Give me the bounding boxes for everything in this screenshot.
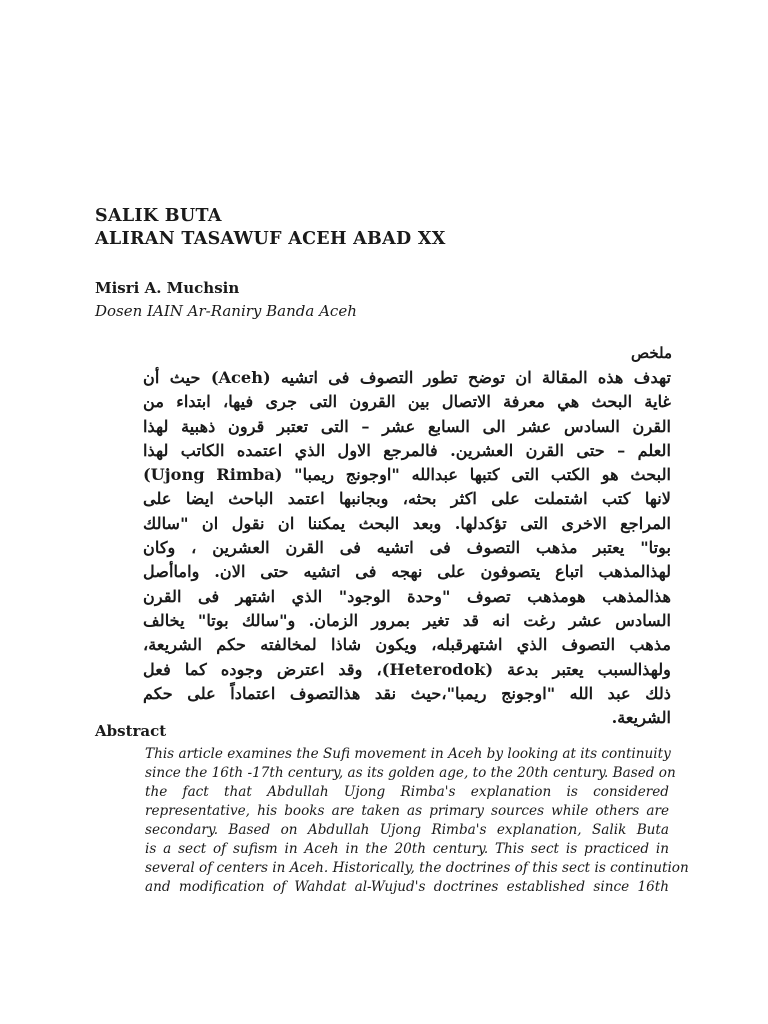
abstract-heading: Abstract — [95, 722, 167, 740]
abstract-line: representative, his books are taken as primary sources while others are — [145, 803, 669, 819]
title-line-1: SALIK BUTA — [95, 206, 222, 226]
abstract-line: several of centers in Aceh. Historically, the doctrines of this sect is continution — [145, 860, 689, 876]
abstract-line: This article examines the Sufi movement in Aceh by looking at its continuity — [145, 746, 671, 762]
arabic-line: لهذالمذهب اتباع يتصوفون على نهجه فى اتشيه حتى الان. واماأصل — [143, 562, 671, 582]
author-affiliation: Dosen IAIN Ar-Raniry Banda Aceh — [95, 302, 357, 320]
arabic-line: ذلك عبد الله "اوجونج ريمبا"،حيث نقد هذالتصوف اعتماداً على حكم — [143, 683, 671, 703]
arabic-line: السادس عشر رغت انه قد تغير بمرور الزمان. و"سالك بوتا" يخالف — [143, 610, 671, 630]
arabic-line: مذهب التصوف الذي اشتهرقبله، ويكون شاذا لمخالفته حكم الشريعة، — [143, 635, 671, 655]
arabic-abstract-body — [143, 366, 671, 730]
arabic-abstract-heading: ملخص — [630, 344, 672, 362]
arabic-line: المراجع الاخرى التى تؤكدلها. وبعد البحث يمكننا ان نقول ان "سالك — [143, 513, 671, 533]
abstract-line: is a sect of sufism in Aceh in the 20th century. This sect is practiced in — [145, 841, 669, 857]
arabic-line: تهدف هذه المقالة ان توضح تطور التصوف فى اتشيه (Aceh) حيث أن — [143, 368, 671, 387]
title-line-2: ALIRAN TASAWUF ACEH ABAD XX — [95, 229, 446, 249]
abstract-line: since the 16th -17th century, as its golden age, to the 20th century. Based on — [145, 765, 676, 781]
abstract-line: and modification of Wahdat al-Wujud's doctrines established since 16th — [145, 879, 669, 895]
abstract-body — [145, 745, 689, 897]
arabic-line: بوتا" يعتبر مذهب التصوف فى اتشيه فى القرن العشرين ، وكان — [143, 538, 671, 558]
abstract-line: secondary. Based on Abdullah Ujong Rimba's explanation, Salik Buta — [145, 822, 669, 838]
arabic-line: القرن السادس عشر الى السابع عشر – التى تعتبر قرون ذهبية لهذا — [143, 416, 671, 436]
arabic-line: البحث هو الكتب التى كتبها عبدالله "اوجونج ريمبا" (Ujong Rimba) — [143, 465, 672, 485]
arabic-line: غاية البحث هي معرفة الاتصال بين القرون التى جرى فيها، ابتداء من — [143, 392, 671, 412]
abstract-line: the fact that Abdullah Ujong Rimba's explanation is considered — [145, 784, 669, 800]
arabic-line: ولهذالسبب يعتبر بدعة (Heterodok)، وقد اعترض وجوده كما فعل — [143, 659, 672, 679]
article-title — [95, 205, 446, 251]
arabic-line: العلم – حتى القرن العشرين. فالمرجع الاول الذي اعتمده الكاتب لهذا — [143, 440, 671, 460]
arabic-line: لانها كتب اشتملت على اكثر بحثه، وبجانبها اعتمد الباحث ايضا على — [143, 489, 671, 509]
arabic-line: الشريعة. — [611, 708, 671, 728]
author-name: Misri A. Muchsin — [95, 279, 240, 297]
arabic-line: هذالمذهب هومذهب تصوف "وحدة الوجود" الذي اشتهر فى القرن — [143, 586, 671, 606]
